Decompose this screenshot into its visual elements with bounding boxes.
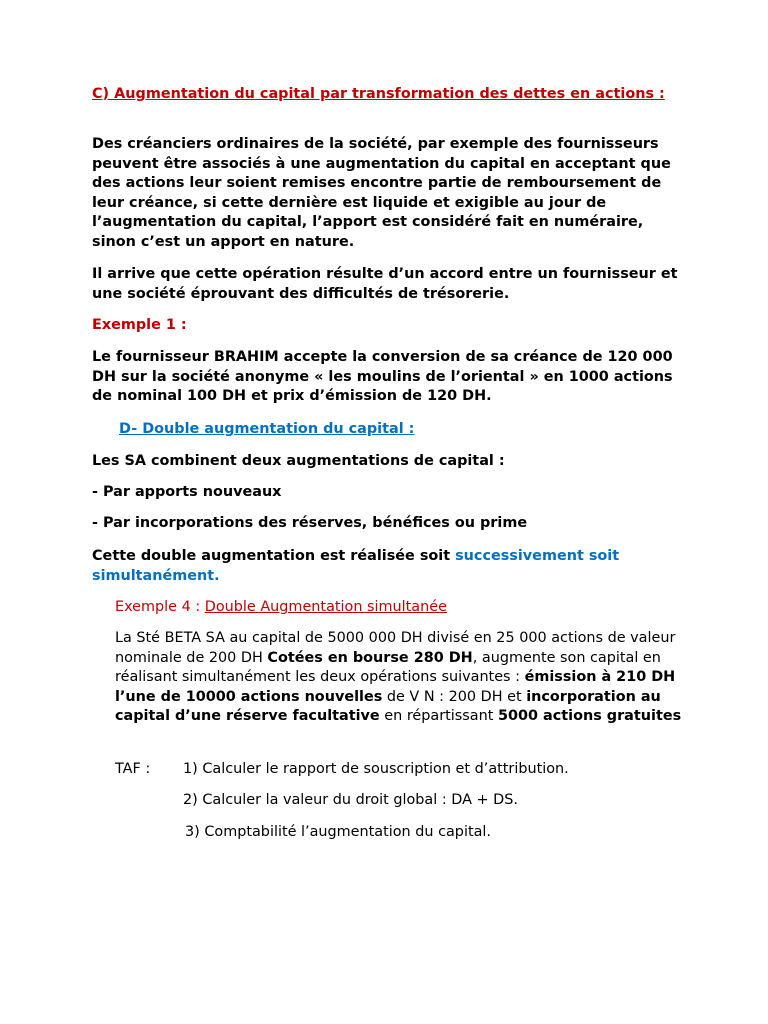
list-item-incorporations: - Par incorporations des réserves, bénéfices ou prime <box>92 515 528 531</box>
beta-text-3: de V N : 200 DH et <box>382 688 527 705</box>
paragraph-double-augmentation <box>92 547 692 586</box>
beta-text-2: , augmente son capital en réalisant simultanément les deux opérations suivantes : <box>115 649 661 686</box>
exemple-1-label: Exemple 1 : <box>92 317 187 333</box>
section-c-heading: C) Augmentation du capital par transformation des dettes en actions : <box>92 86 665 102</box>
beta-bold-3: incorporation au capital d’une réserve facultative <box>115 688 661 725</box>
list-item-apports: - Par apports nouveaux <box>92 484 282 500</box>
paragraph-accord: Il arrive que cette opération résulte d’un accord entre un fournisseur et une société éprouvant des difficultés de trésorerie. <box>92 266 678 302</box>
paragraph-creanciers: Des créanciers ordinaires de la société, par exemple des fournisseurs peuvent être associés à une augmentation du capital en acceptant que des actions leur soient remises encontre partie de remboursement de leur créance, si cette dernière est liquide et exigible au jour de l’augmentation du capital, l’apport est considéré fait en numéraire, sinon c’est un apport en nature. <box>92 136 671 250</box>
paragraph-brahim: Le fournisseur BRAHIM accepte la conversion de sa créance de 120 000 DH sur la société anonyme « les moulins de l’oriental » en 1000 actions de nominal 100 DH et prix d’émission de 120 DH. <box>92 349 673 405</box>
exemple-4-label: Exemple 4 : <box>115 599 205 615</box>
double-augmentation-lead: Cette double augmentation est réalisée soit <box>92 548 456 564</box>
double-augmentation-highlight: successivement soit simultanément. <box>92 548 620 584</box>
taf-item-3: 3) Comptabilité l’augmentation du capital. <box>185 824 491 840</box>
beta-bold-1: Cotées en bourse 280 DH <box>267 649 473 666</box>
paragraph-combinent: Les SA combinent deux augmentations de capital : <box>92 453 505 469</box>
taf-item-2: 2) Calculer la valeur du droit global : DA + DS. <box>183 792 518 808</box>
taf-item-1: 1) Calculer le rapport de souscription et d’attribution. <box>183 761 569 777</box>
section-d-heading: D- Double augmentation du capital : <box>119 421 415 437</box>
exemple-4-title: Double Augmentation simultanée <box>204 599 447 615</box>
beta-bold-4: 5000 actions gratuites <box>497 708 682 725</box>
exemple-4-heading <box>115 598 675 618</box>
taf-label: TAF : <box>115 761 151 777</box>
beta-text-1: La Sté BETA SA au capital de 5000 000 DH divisé en 25 000 actions de valeur nominale de 200 DH <box>115 630 676 666</box>
paragraph-beta <box>115 629 690 727</box>
beta-bold-2: émission à 210 DH l’une de 10000 actions nouvelles <box>115 669 676 705</box>
beta-text-4: en répartissant <box>379 708 498 725</box>
